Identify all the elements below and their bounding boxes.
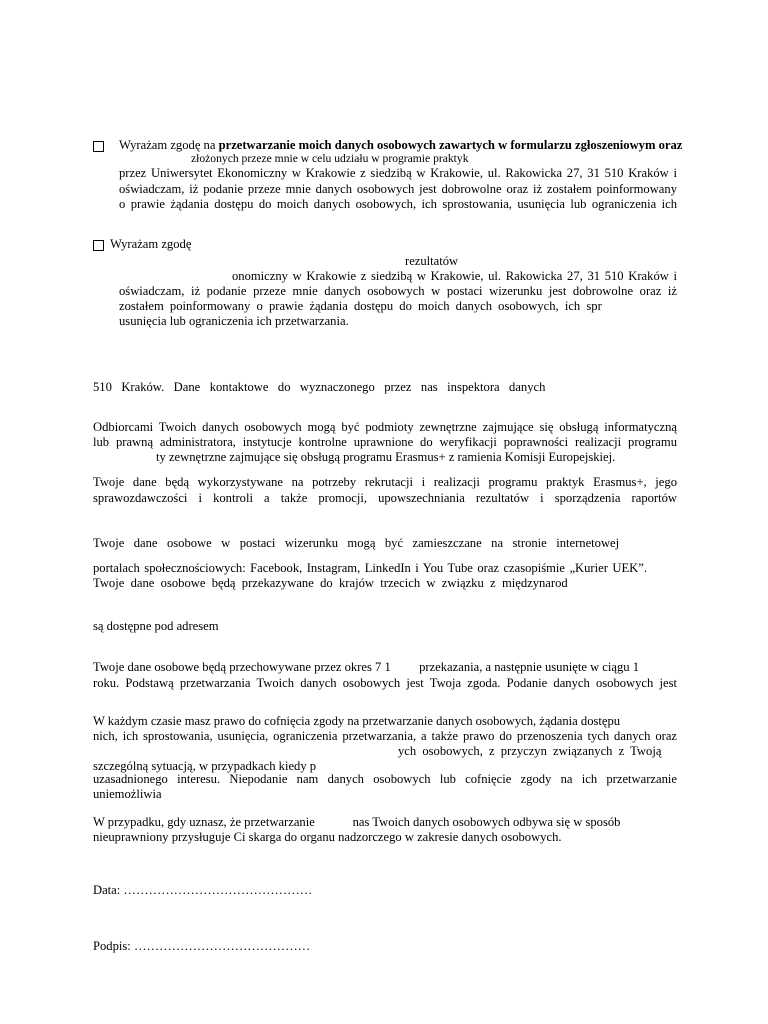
consent2-line5: zostałem poinformowany o prawie żądania dostępu do moich danych osobowych, ich spr	[119, 299, 602, 313]
signature-field[interactable]: Podpis: ……………………………………	[93, 939, 311, 953]
info-p6-line1: Twoje dane osobowe będą przechowywane przez okres 7 1 przekazania, a następnie usunięte w ciągu 1	[93, 660, 640, 674]
consent2-line3: onomiczny w Krakowie z siedzibą w Krakowie, ul. Rakowicka 27, 31 510 Kraków i	[232, 269, 677, 283]
info-p1: 510 Kraków. Dane kontaktowe do wyznaczonego przez nas inspektora danych	[93, 380, 546, 394]
consent2-line4: oświadczam, iż podanie przeze mnie danych osobowych w postaci wizerunku jest dobrowolne oraz iż	[119, 284, 677, 298]
consent1-line3: przez Uniwersytet Ekonomiczny w Krakowie z siedzibą w Krakowie, ul. Rakowicka 27, 31 510 Kraków i	[119, 166, 677, 180]
consent1-line1: Wyrażam zgodę na przetwarzanie moich danych osobowych zawartych w formularzu zgłoszeniowym oraz	[119, 138, 683, 152]
info-p5: są dostępne pod adresem	[93, 619, 219, 633]
consent1-line5: o prawie żądania dostępu do moich danych osobowych, ich sprostowania, usunięcia lub ograniczenia ich	[119, 197, 677, 211]
info-p8-line1: W przypadku, gdy uznasz, że przetwarzanie nas Twoich danych osobowych odbywa się w sposób	[93, 815, 621, 829]
consent1-bold-text: przetwarzanie moich danych osobowych zawartych w formularzu zgłoszeniowym oraz	[218, 138, 683, 152]
info-p6-line2: roku. Podstawą przetwarzania Twoich danych osobowych jest Twoja zgoda. Podanie danych osobowych jest	[93, 676, 677, 690]
consent1-line4: oświadczam, iż podanie przeze mnie danych osobowych jest dobrowolne oraz iż zostałem poinformowany	[119, 182, 677, 196]
info-p7-line3: ych osobowych, z przyczyn związanych z Twoją	[398, 744, 662, 758]
info-p7-line4: szczególną sytuacją, w przypadkach kiedy p	[93, 759, 317, 773]
info-p7-line6: uniemożliwia	[93, 787, 162, 801]
info-p7-line5: uzasadnionego interesu. Niepodanie nam danych osobowych lub cofnięcie zgody na ich przetwarzanie	[93, 772, 677, 786]
consent1-checkbox[interactable]	[93, 141, 104, 152]
info-p2-line1: Odbiorcami Twoich danych osobowych mogą być podmioty zewnętrzne zajmujące się obsługą informatyczną	[93, 420, 677, 434]
info-p7-line1: W każdym czasie masz prawo do cofnięcia zgody na przetwarzanie danych osobowych, żądania dostępu	[93, 714, 621, 728]
date-field[interactable]: Data: ………………………………………	[93, 883, 313, 897]
consent2-checkbox[interactable]	[93, 240, 104, 251]
info-p4-line2: portalach społecznościowych: Facebook, Instagram, LinkedIn i You Tube oraz czasopiśmie „Kurier UEK”.	[93, 561, 647, 575]
info-p3-line2: sprawozdawczości i kontroli a także promocji, upowszechniania rezultatów i sporządzenia raportów	[93, 491, 677, 505]
info-p2-line2: lub prawną administratora, instytucje kontrolne uprawnione do weryfikacji poprawności realizacji programu	[93, 435, 677, 449]
info-p4-line1: Twoje dane osobowe w postaci wizerunku mogą być zamieszczane na stronie internetowej	[93, 536, 620, 550]
info-p8-line2: nieuprawniony przysługuje Ci skarga do organu nadzorczego w zakresie danych osobowych.	[93, 830, 562, 844]
info-p2-line3: ty zewnętrzne zajmujące się obsługą programu Erasmus+ z ramienia Komisji Europejskiej.	[156, 450, 616, 464]
consent1-sub: złożonych przeze mnie w celu udziału w programie praktyk	[191, 152, 469, 165]
consent2-line6: usunięcia lub ograniczenia ich przetwarzania.	[119, 314, 349, 328]
consent2-line2: rezultatów	[405, 254, 459, 268]
info-p7-line2: nich, ich sprostowania, usunięcia, ograniczenia przetwarzania, a także prawo do przenoszenia tych danych oraz	[93, 729, 677, 743]
info-p4-line3: Twoje dane osobowe będą przekazywane do krajów trzecich w związku z międzynarod	[93, 576, 568, 590]
consent2-line1: Wyrażam zgodę	[110, 237, 192, 251]
info-p3-line1: Twoje dane będą wykorzystywane na potrzeby rekrutacji i realizacji programu praktyk Erasmus+, jego	[93, 475, 677, 489]
